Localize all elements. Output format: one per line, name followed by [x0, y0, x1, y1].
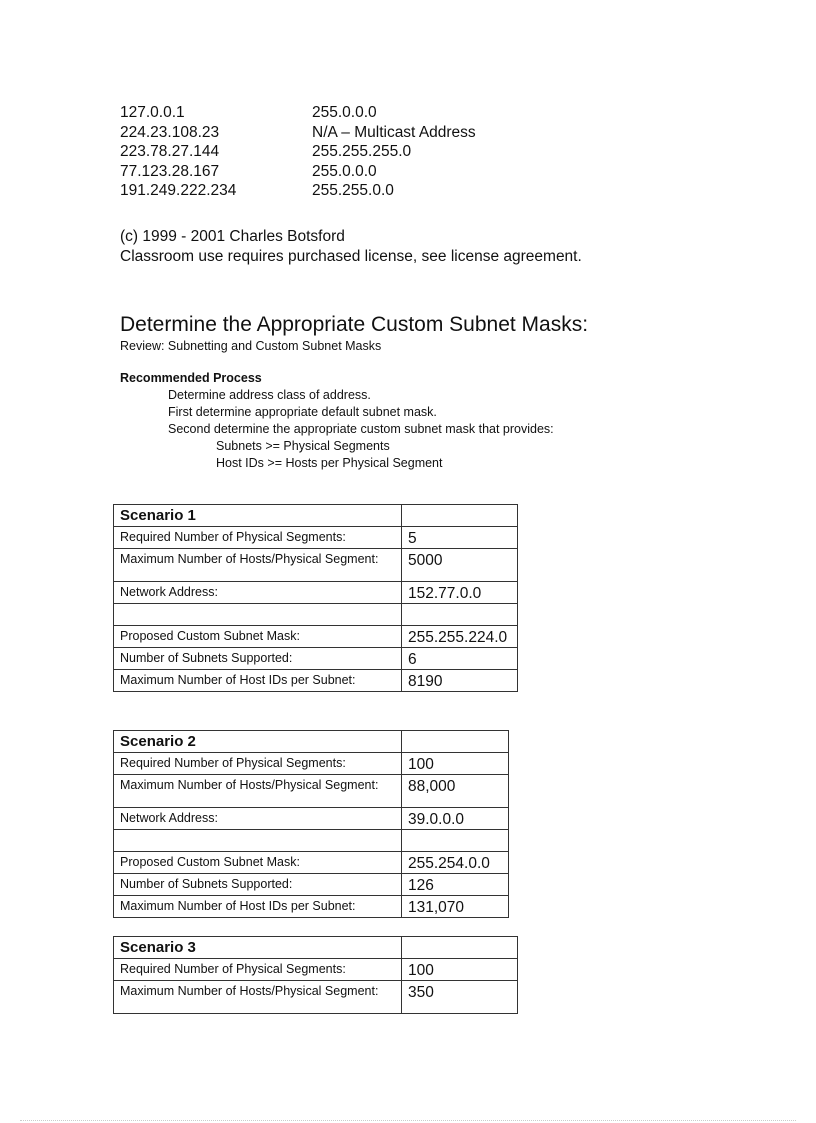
review-note: Review: Subnetting and Custom Subnet Masks	[120, 339, 382, 353]
ip-address: 127.0.0.1	[120, 104, 185, 121]
table-row	[114, 582, 518, 604]
process-step: Determine address class of address.	[168, 388, 371, 402]
process-title: Recommended Process	[120, 371, 262, 385]
row-label: Proposed Custom Subnet Mask:	[114, 626, 402, 648]
copyright-line: (c) 1999 - 2001 Charles Botsford	[120, 228, 345, 245]
proposed-mask-value: 255.254.0.0	[402, 852, 509, 874]
table-cell-empty	[114, 604, 402, 626]
scenario-1-table	[113, 504, 518, 692]
row-label: Required Number of Physical Segments:	[114, 959, 402, 981]
row-label: Maximum Number of Hosts/Physical Segment:	[114, 549, 402, 582]
process-substep: Host IDs >= Hosts per Physical Segment	[216, 456, 443, 470]
row-label: Network Address:	[114, 808, 402, 830]
required-segments-value: 100	[402, 753, 509, 775]
table-row	[114, 937, 518, 959]
table-row	[114, 604, 518, 626]
table-row	[114, 549, 518, 582]
required-segments-value: 5	[402, 527, 518, 549]
required-segments-value: 100	[402, 959, 518, 981]
subnet-mask: 255.0.0.0	[312, 104, 377, 121]
license-line: Classroom use requires purchased license, see license agreement.	[120, 248, 582, 265]
table-row	[114, 959, 518, 981]
row-label: Maximum Number of Host IDs per Subnet:	[114, 670, 402, 692]
num-subnets-value: 6	[402, 648, 518, 670]
page-bottom-divider	[20, 1120, 796, 1121]
recommended-process	[120, 370, 554, 472]
table-row	[114, 852, 509, 874]
subnet-mask: 255.0.0.0	[312, 162, 377, 180]
max-hosts-value: 5000	[402, 549, 518, 582]
table-row	[114, 505, 518, 527]
ip-address: 224.23.108.23	[120, 123, 220, 141]
process-step: First determine appropriate default subnet mask.	[168, 405, 437, 419]
table-cell-empty	[402, 505, 518, 527]
table-row	[114, 731, 509, 753]
table-cell-empty	[402, 731, 509, 753]
scenario-title: Scenario 1	[114, 505, 402, 527]
network-address-value: 39.0.0.0	[402, 808, 509, 830]
scenario-title: Scenario 3	[114, 937, 402, 959]
table-row	[114, 896, 509, 918]
row-label: Required Number of Physical Segments:	[114, 527, 402, 549]
max-host-ids-value: 8190	[402, 670, 518, 692]
row-label: Number of Subnets Supported:	[114, 874, 402, 896]
address-list	[120, 103, 476, 201]
subnet-mask: 255.255.255.0	[312, 143, 412, 160]
table-row	[114, 808, 509, 830]
max-hosts-value: 350	[402, 981, 518, 1014]
table-row	[114, 670, 518, 692]
row-label: Network Address:	[114, 582, 402, 604]
table-row	[114, 775, 509, 808]
num-subnets-value: 126	[402, 874, 509, 896]
address-row	[120, 162, 476, 182]
section-title: Determine the Appropriate Custom Subnet Masks:	[120, 313, 589, 336]
subnet-mask: 255.255.0.0	[312, 182, 394, 199]
ip-address: 191.249.222.234	[120, 182, 237, 199]
process-substep: Subnets >= Physical Segments	[216, 439, 390, 453]
max-host-ids-value: 131,070	[402, 896, 509, 918]
row-label: Number of Subnets Supported:	[114, 648, 402, 670]
address-row	[120, 142, 476, 162]
address-row	[120, 103, 476, 123]
proposed-mask-value: 255.255.224.0	[402, 626, 518, 648]
row-label: Maximum Number of Hosts/Physical Segment:	[114, 775, 402, 808]
row-label: Proposed Custom Subnet Mask:	[114, 852, 402, 874]
network-address-value: 152.77.0.0	[402, 582, 518, 604]
scenario-2-table	[113, 730, 509, 918]
subnet-mask: N/A – Multicast Address	[312, 123, 476, 141]
table-cell-empty	[402, 830, 509, 852]
scenario-3-table	[113, 936, 518, 1014]
address-row	[120, 181, 476, 201]
address-row	[120, 123, 476, 143]
table-cell-empty	[402, 937, 518, 959]
max-hosts-value: 88,000	[402, 775, 509, 808]
table-row	[114, 981, 518, 1014]
table-row	[114, 830, 509, 852]
scenario-title: Scenario 2	[114, 731, 402, 753]
table-row	[114, 753, 509, 775]
table-cell-empty	[402, 604, 518, 626]
row-label: Maximum Number of Hosts/Physical Segment:	[114, 981, 402, 1014]
row-label: Required Number of Physical Segments:	[114, 753, 402, 775]
ip-address: 77.123.28.167	[120, 162, 220, 180]
table-row	[114, 874, 509, 896]
table-row	[114, 648, 518, 670]
process-step: Second determine the appropriate custom subnet mask that provides:	[168, 422, 554, 436]
ip-address: 223.78.27.144	[120, 143, 220, 160]
table-row	[114, 527, 518, 549]
table-row	[114, 626, 518, 648]
table-cell-empty	[114, 830, 402, 852]
copyright-notice	[120, 227, 582, 267]
row-label: Maximum Number of Host IDs per Subnet:	[114, 896, 402, 918]
